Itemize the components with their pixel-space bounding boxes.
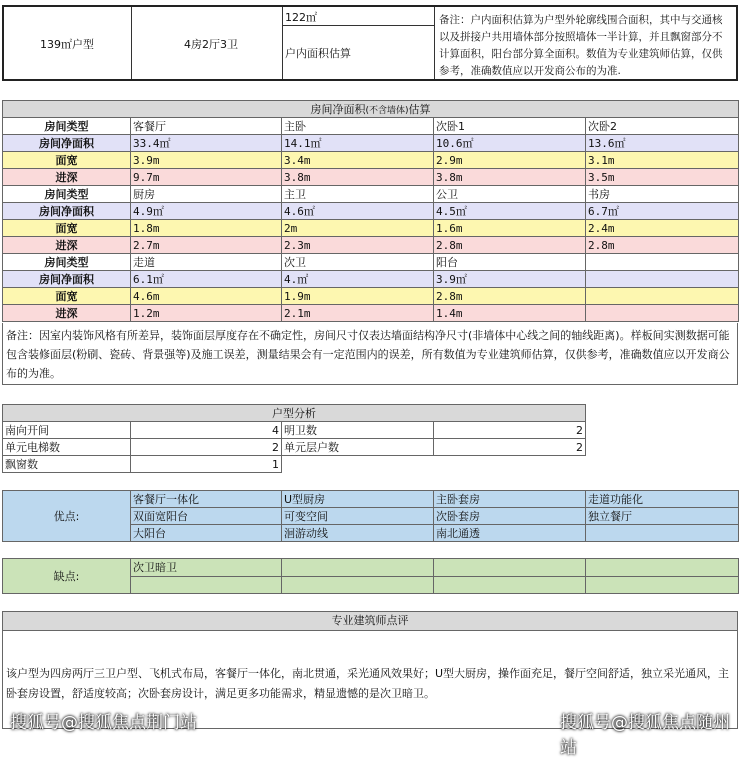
indoor-area-cell [283, 7, 435, 79]
pro-item: 客餐厅一体化 [131, 491, 282, 508]
watermark-right: 搜狐号@搜狐焦点随州站 [560, 713, 730, 758]
room-cell-area: 13.6㎡ [586, 135, 739, 152]
room-cell-type: 次卫 [282, 254, 434, 271]
room-row-area [3, 271, 739, 288]
room-row-area [3, 135, 739, 152]
room-cell-area: 6.1㎡ [131, 271, 282, 288]
analysis-value: 4 [131, 422, 282, 439]
room-cell-width: 3.4m [282, 152, 434, 169]
pro-item: 主卧套房 [434, 491, 586, 508]
room-cell-width: 2.4m [586, 220, 739, 237]
row-label-type: 房间类型 [3, 254, 131, 271]
row-label-depth: 进深 [3, 237, 131, 254]
room-area-table [2, 100, 739, 322]
room-cell-type: 客餐厅 [131, 118, 282, 135]
room-cell-area: 10.6㎡ [434, 135, 586, 152]
indoor-area-label: 户内面积估算 [285, 47, 351, 60]
room-cell-type: 书房 [586, 186, 739, 203]
cons-label: 缺点: [3, 559, 131, 594]
room-cell-area: 3.9㎡ [434, 271, 586, 288]
analysis-label: 明卫数 [282, 422, 434, 439]
room-cell-depth: 1.2m [131, 305, 282, 322]
review-title: 专业建筑师点评 [3, 612, 737, 631]
pro-item: 南北通透 [434, 525, 586, 542]
analysis-label: 飘窗数 [3, 456, 131, 473]
room-cell-depth: 1.4m [434, 305, 586, 322]
room-remark: 备注：因室内装饰风格有所差异，装饰面层厚度存在不确定性，房间尺寸仅表达墙面结构净尺寸(非墙体中心线之间的轴线距离)。样板间实测数据可能包含装修面层(粉刷、瓷砖、背景强等)及施工误差，测量结果会有一定范围内的误差，所有数值为专业建筑师估算，仅供参考，准确数值应以开发商公布的为准。 [2, 323, 738, 385]
row-label-width: 面宽 [3, 220, 131, 237]
room-cell-area: 4.6㎡ [282, 203, 434, 220]
room-cell-depth: 3.8m [282, 169, 434, 186]
pros-label: 优点: [3, 491, 131, 542]
room-row-width [3, 152, 739, 169]
analysis-label: 单元层户数 [282, 439, 434, 456]
room-cell-width: 3.9m [131, 152, 282, 169]
room-cell-type: 主卧 [282, 118, 434, 135]
con-item [586, 559, 739, 577]
room-cell-width [586, 288, 739, 305]
analysis-value: 2 [434, 439, 586, 456]
room-row-depth [3, 169, 739, 186]
row-label-area: 房间净面积 [3, 135, 131, 152]
pro-item: 洄游动线 [282, 525, 434, 542]
room-cell-depth: 2.7m [131, 237, 282, 254]
room-cell-area: 6.7㎡ [586, 203, 739, 220]
room-cell-area: 4.5㎡ [434, 203, 586, 220]
room-row-type [3, 118, 739, 135]
room-cell-depth: 2.3m [282, 237, 434, 254]
room-cell-depth: 2.8m [434, 237, 586, 254]
indoor-area-value: 122㎡ [285, 11, 317, 24]
analysis-label: 单元电梯数 [3, 439, 131, 456]
pro-item: 次卧套房 [434, 508, 586, 525]
room-cell-depth: 2.8m [586, 237, 739, 254]
con-item [282, 576, 434, 594]
room-cell-type: 厨房 [131, 186, 282, 203]
room-cell-width: 1.8m [131, 220, 282, 237]
room-cell-type [586, 254, 739, 271]
room-row-type [3, 186, 739, 203]
pros-table [2, 490, 739, 542]
room-row-depth [3, 305, 739, 322]
summary-header [2, 5, 738, 81]
room-cell-type: 阳台 [434, 254, 586, 271]
pro-item [586, 525, 739, 542]
room-cell-type: 次卧2 [586, 118, 739, 135]
cons-table [2, 558, 739, 594]
con-item [434, 576, 586, 594]
row-label-depth: 进深 [3, 305, 131, 322]
area-cell [4, 7, 132, 79]
room-cell-width: 2.9m [434, 152, 586, 169]
analysis-value: 2 [131, 439, 282, 456]
analysis-table [2, 404, 586, 473]
room-cell-type: 主卫 [282, 186, 434, 203]
con-item [131, 576, 282, 594]
unit-area: 139㎡户型 [40, 38, 94, 51]
analysis-label: 南向开间 [3, 422, 131, 439]
room-table-title: 房间净面积(不含墙体)估算 [3, 101, 739, 118]
room-cell-depth: 2.1m [282, 305, 434, 322]
row-label-type: 房间类型 [3, 186, 131, 203]
row-label-width: 面宽 [3, 152, 131, 169]
row-label-type: 房间类型 [3, 118, 131, 135]
con-item [434, 559, 586, 577]
layout-cell [132, 7, 283, 79]
room-cell-area: 14.1㎡ [282, 135, 434, 152]
pro-item: U型厨房 [282, 491, 434, 508]
pro-item: 大阳台 [131, 525, 282, 542]
room-cell-type: 次卧1 [434, 118, 586, 135]
room-row-type [3, 254, 739, 271]
room-cell-area: 4.㎡ [282, 271, 434, 288]
room-cell-depth: 3.8m [434, 169, 586, 186]
row-label-depth: 进深 [3, 169, 131, 186]
room-cell-width: 4.6m [131, 288, 282, 305]
room-cell-width: 1.6m [434, 220, 586, 237]
analysis-value: 1 [131, 456, 282, 473]
pro-item: 走道功能化 [586, 491, 739, 508]
room-cell-area [586, 271, 739, 288]
room-cell-width: 1.9m [282, 288, 434, 305]
room-cell-area: 4.9㎡ [131, 203, 282, 220]
room-row-width [3, 220, 739, 237]
pro-item: 双面宽阳台 [131, 508, 282, 525]
analysis-value: 2 [434, 422, 586, 439]
room-row-depth [3, 237, 739, 254]
room-cell-type: 走道 [131, 254, 282, 271]
room-row-width [3, 288, 739, 305]
con-item [586, 576, 739, 594]
analysis-title: 户型分析 [3, 405, 586, 422]
con-item [282, 559, 434, 577]
room-cell-depth [586, 305, 739, 322]
row-label-area: 房间净面积 [3, 203, 131, 220]
con-item: 次卫暗卫 [131, 559, 282, 577]
room-cell-area: 33.4㎡ [131, 135, 282, 152]
pro-item: 独立餐厅 [586, 508, 739, 525]
row-label-area: 房间净面积 [3, 271, 131, 288]
room-cell-depth: 3.5m [586, 169, 739, 186]
pro-item: 可变空间 [282, 508, 434, 525]
row-label-width: 面宽 [3, 288, 131, 305]
room-cell-width: 3.1m [586, 152, 739, 169]
unit-layout: 4房2厅3卫 [184, 38, 238, 51]
room-cell-depth: 9.7m [131, 169, 282, 186]
header-note: 备注：户内面积估算为户型外轮廓线围合面积，其中与交通核以及拼接户共用墙体部分按照墙体一半计算，并且飘窗部分不计算面积，阳台部分算全面积。数值为专业建筑师估算，仅供参考，准确数值应以开发商公布的为准. [439, 14, 723, 77]
room-cell-type: 公卫 [434, 186, 586, 203]
watermark-left: 搜狐号@搜狐焦点荆门站 [10, 713, 197, 733]
review-text: 该户型为四房两厅三卫户型、飞机式布局，客餐厅一体化，南北贯通，采光通风效果好；U型大厨房，操作面充足，餐厅空间舒适，独立采光通风，主卧套房设置，舒适度较高；次卧套房设计，满足更多功能需求，精显遗憾的是次卫暗卫。 [6, 667, 730, 700]
room-cell-width: 2m [282, 220, 434, 237]
room-row-area [3, 203, 739, 220]
room-cell-width: 2.8m [434, 288, 586, 305]
